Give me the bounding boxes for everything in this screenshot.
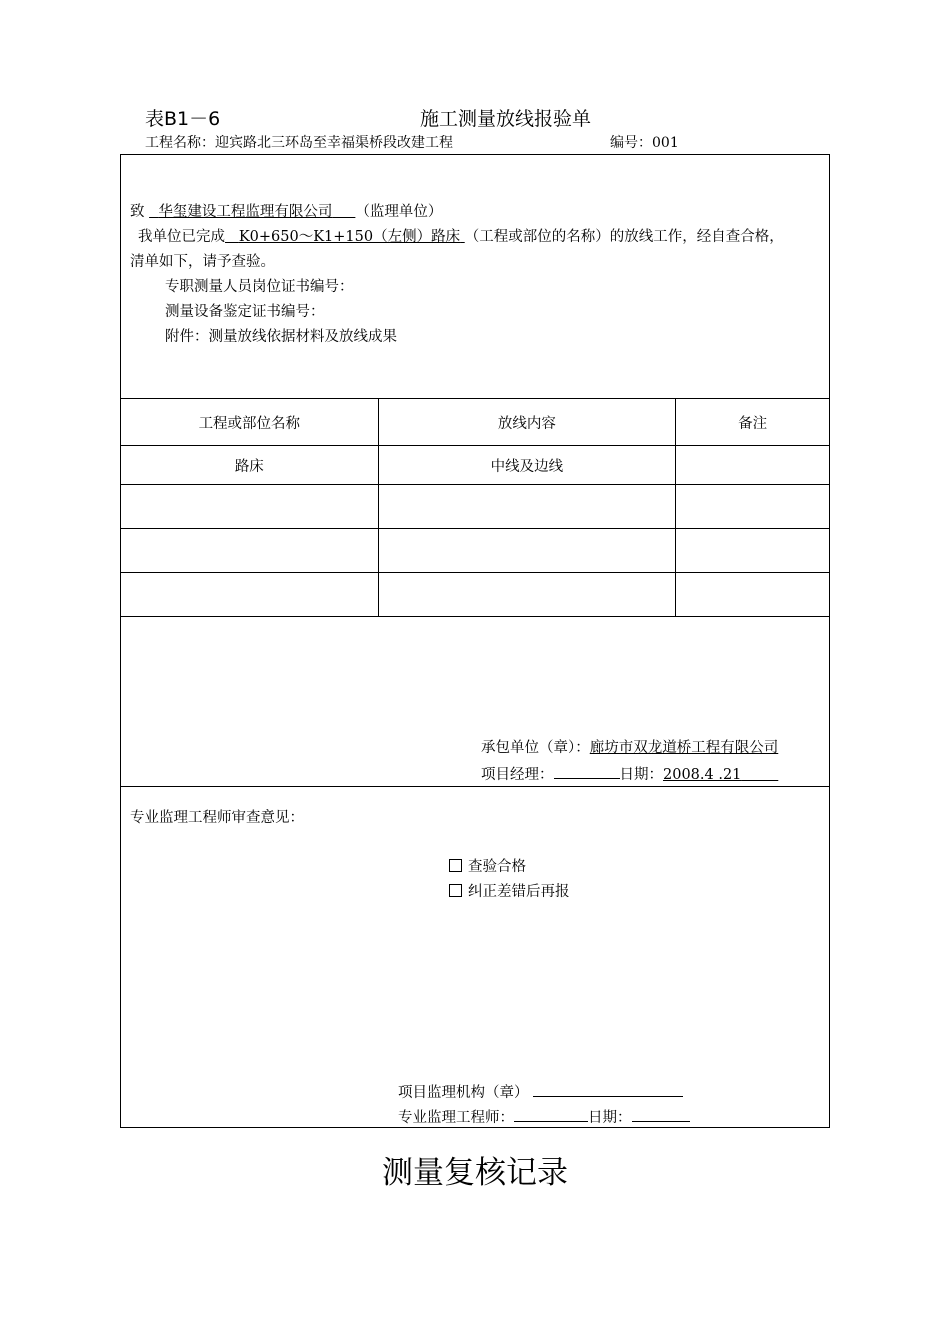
agency-stamp-line [533,1081,683,1097]
completion-prefix: 我单位已完成 [138,229,225,245]
manager-date-line [481,763,778,785]
option-pass-label: 查验合格 [468,859,526,875]
form-number [610,132,679,152]
table-cell [676,446,830,485]
engineer-signature-line [514,1106,588,1122]
table-row [121,529,830,573]
inspection-form [120,154,830,1128]
table-row [121,485,830,529]
table-cell [378,573,676,617]
option-fix[interactable] [449,882,570,902]
contractor-date-label: 日期： [619,767,663,783]
review-date-label: 日期： [588,1110,632,1126]
contractor-section [121,617,829,787]
opinion-label: 专业监理工程师审查意见： [130,810,304,826]
number-label: 编号： [610,135,652,151]
number-value: 001 [652,135,679,151]
contractor-unit-name: 廊坊市双龙道桥工程有限公司 [589,740,779,756]
request-line: 清单如下，请予查验。 [130,254,275,270]
project-label: 工程名称： [145,135,215,151]
engineer-label: 专业监理工程师： [398,1110,514,1126]
table-cell: 中线及边线 [378,446,676,485]
record-title: 测量复核记录 [382,1155,568,1191]
header-cell-remark: 备注 [676,399,830,446]
table-cell [676,529,830,573]
form-title: 施工测量放线报验单 [420,108,592,130]
manager-signature-line [554,763,620,779]
project-value: 迎宾路北三环岛至幸福渠桥段改建工程 [215,135,453,151]
project-name [145,132,453,152]
to-label: 致 [130,204,145,220]
supervisor-suffix: （监理单位） [355,204,443,220]
supervisor-company: 华玺建设工程监理有限公司 [158,204,333,220]
review-section [121,787,829,1127]
table-cell [378,485,676,529]
equipment-cert-line: 测量设备鉴定证书编号： [165,304,325,320]
header-cell-name: 工程或部位名称 [121,399,379,446]
table-row [121,446,830,485]
contractor-date-value: 2008.4 .21 [663,767,742,783]
table-header-row [121,399,830,446]
attachment-line: 附件：测量放线依据材料及放线成果 [165,329,397,345]
table-cell [676,485,830,529]
option-fix-label: 纠正差错后再报 [468,884,570,900]
request-section [121,155,829,398]
form-code: 表B1－6 [145,108,221,130]
contractor-unit-line [481,738,778,758]
contractor-unit-label: 承包单位（章）： [481,740,590,756]
table-cell: 路床 [121,446,379,485]
table-cell [121,529,379,573]
work-item: K0+650～K1+150（左侧）路床 [238,229,461,245]
table-row [121,573,830,617]
table-cell [378,529,676,573]
completion-line [138,227,784,247]
header-cell-content: 放线内容 [378,399,676,446]
checkbox-icon[interactable] [449,859,462,872]
table-cell [121,485,379,529]
manager-label: 项目经理： [481,767,554,783]
table-cell [121,573,379,617]
agency-label: 项目监理机构（章） [398,1085,529,1101]
agency-line [398,1081,683,1103]
table-cell [676,573,830,617]
review-date-line [632,1106,690,1122]
addressee-line [130,202,442,222]
completion-suffix: （工程或部位的名称）的放线工作，经自查合格， [464,229,784,245]
engineer-line [398,1106,690,1128]
staff-cert-line: 专职测量人员岗位证书编号： [165,279,354,295]
option-pass[interactable] [449,857,526,877]
layout-table [120,398,830,617]
checkbox-icon[interactable] [449,884,462,897]
